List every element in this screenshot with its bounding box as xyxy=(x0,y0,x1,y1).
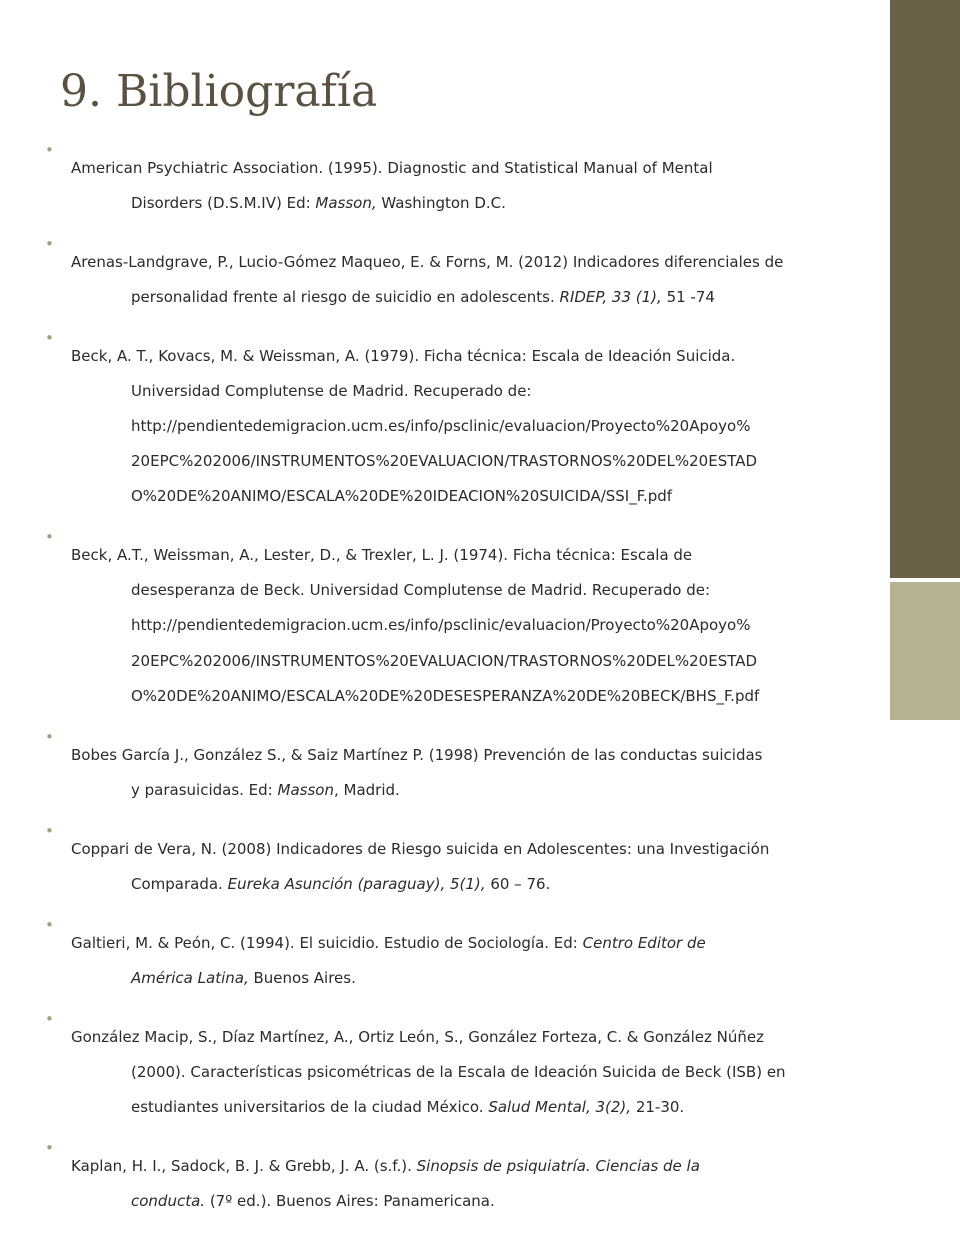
reference-item xyxy=(45,823,875,911)
reference-line: • American Psychiatric Association. (1995). Diagnostic and Statistical Manual of Mental xyxy=(71,158,713,177)
reference-continuation: Comparada. Eureka Asunción (paraguay), 5(1), 60 – 76. xyxy=(131,874,551,893)
reference-line: • Bobes García J., González S., & Saiz Martínez P. (1998) Prevención de las conductas suicidas xyxy=(71,745,763,764)
reference-item xyxy=(45,236,875,324)
reference-line: • Coppari de Vera, N. (2008) Indicadores de Riesgo suicida en Adolescentes: una Investigación xyxy=(71,839,770,858)
reference-continuation: Disorders (D.S.M.IV) Ed: Masson, Washington D.C. xyxy=(131,193,506,212)
decorative-bar-bottom xyxy=(890,582,960,720)
reference-list xyxy=(45,142,875,1234)
reference-continuation: desesperanza de Beck. Universidad Complutense de Madrid. Recuperado de: xyxy=(131,581,711,600)
reference-item xyxy=(45,1140,875,1228)
reference-line: • Beck, A.T., Weissman, A., Lester, D., & Trexler, L. J. (1974). Ficha técnica: Escala de xyxy=(71,546,693,565)
reference-url-line: http://pendientedemigracion.ucm.es/info/psclinic/evaluacion/Proyecto%20Apoyo% xyxy=(131,616,751,635)
reference-line: • Arenas-Landgrave, P., Lucio-Gómez Maqueo, E. & Forns, M. (2012) Indicadores diferenciales de xyxy=(71,252,784,271)
reference-continuation: Universidad Complutense de Madrid. Recuperado de: xyxy=(131,381,532,400)
reference-continuation: personalidad frente al riesgo de suicidio en adolescents. RIDEP, 33 (1), 51 -74 xyxy=(131,287,715,306)
reference-line: • González Macip, S., Díaz Martínez, A., Ortiz León, S., González Forteza, C. & González Núñez xyxy=(71,1027,765,1046)
reference-line: • Kaplan, H. I., Sadock, B. J. & Grebb, J. A. (s.f.). Sinopsis de psiquiatría. Ciencias de la xyxy=(71,1156,700,1175)
reference-continuation: (2000). Características psicométricas de la Escala de Ideación Suicida de Beck (ISB) en xyxy=(131,1062,786,1081)
reference-item xyxy=(45,142,875,230)
reference-url-line: 20EPC%202006/INSTRUMENTOS%20EVALUACION/TRASTORNOS%20DEL%20ESTAD xyxy=(131,452,758,471)
reference-item xyxy=(45,917,875,1005)
reference-continuation: conducta. (7º ed.). Buenos Aires: Panamericana. xyxy=(131,1191,495,1210)
slide-title: 9. Bibliografía xyxy=(60,66,378,117)
reference-continuation: América Latina, Buenos Aires. xyxy=(131,968,356,987)
reference-continuation: estudiantes universitarios de la ciudad México. Salud Mental, 3(2), 21-30. xyxy=(131,1097,685,1116)
reference-continuation: y parasuicidas. Ed: Masson, Madrid. xyxy=(131,780,400,799)
reference-url-line: O%20DE%20ANIMO/ESCALA%20DE%20DESESPERANZA%20DE%20BECK/BHS_F.pdf xyxy=(131,686,760,705)
reference-item xyxy=(45,330,875,524)
reference-item xyxy=(45,1011,875,1134)
reference-item xyxy=(45,529,875,723)
reference-url-line: http://pendientedemigracion.ucm.es/info/psclinic/evaluacion/Proyecto%20Apoyo% xyxy=(131,416,751,435)
reference-url-line: 20EPC%202006/INSTRUMENTOS%20EVALUACION/TRASTORNOS%20DEL%20ESTAD xyxy=(131,651,758,670)
reference-url-line: O%20DE%20ANIMO/ESCALA%20DE%20IDEACION%20SUICIDA/SSI_F.pdf xyxy=(131,487,673,506)
reference-line: • Galtieri, M. & Peón, C. (1994). El suicidio. Estudio de Sociología. Ed: Centro Editor de xyxy=(71,933,706,952)
decorative-bar-top xyxy=(890,0,960,578)
reference-line: • Beck, A. T., Kovacs, M. & Weissman, A. (1979). Ficha técnica: Escala de Ideación Suicida. xyxy=(71,346,736,365)
reference-item xyxy=(45,729,875,817)
